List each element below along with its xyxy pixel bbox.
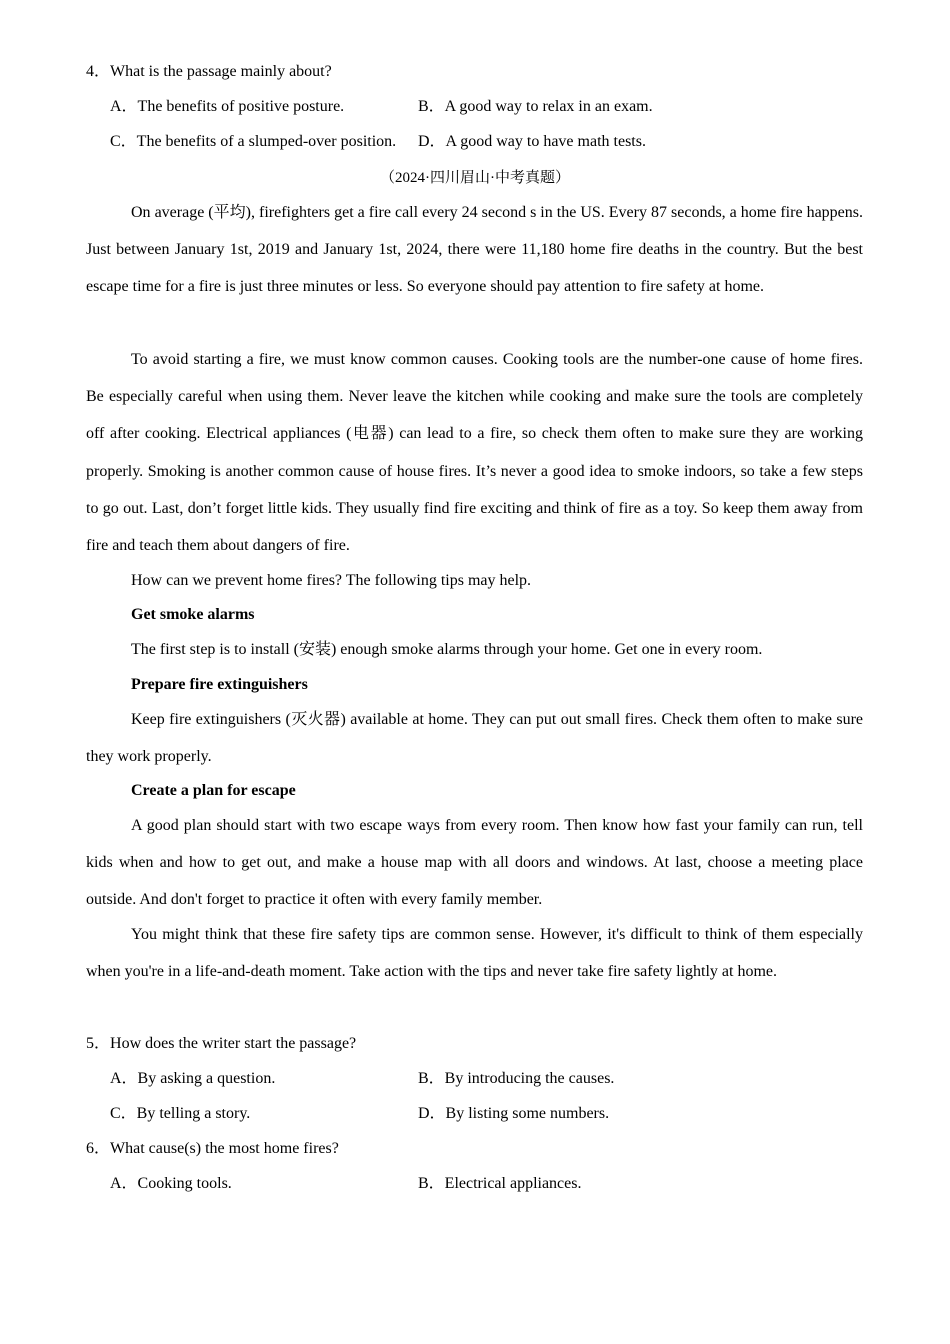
passage-paragraph-3: How can we prevent home fires? The following tips may help. bbox=[131, 572, 532, 589]
question-4 bbox=[86, 62, 332, 82]
question-5 bbox=[86, 1034, 356, 1054]
section-heading-fire-extinguishers: Prepare fire extinguishers bbox=[131, 676, 308, 693]
question-text: What is the passage mainly about? bbox=[110, 63, 332, 80]
passage-paragraph-7: You might think that these fire safety tips are common sense. However, it's difficult to think of them especially when you're in a life-and-death moment. Take action with the tips and never take fire safety lightly at home. bbox=[86, 926, 863, 981]
q4-option-b: B．A good way to relax in an exam. bbox=[418, 98, 653, 115]
question-6 bbox=[86, 1139, 339, 1159]
q5-option-a: A．By asking a question. bbox=[110, 1070, 276, 1087]
q4-option-a: A．The benefits of positive posture. bbox=[110, 98, 345, 115]
question-number: 4． bbox=[86, 63, 111, 80]
passage-paragraph-4: The first step is to install (安装) enough smoke alarms through your home. Get one in every room. bbox=[131, 641, 763, 658]
q6-option-a: A．Cooking tools. bbox=[110, 1175, 232, 1192]
question-text: How does the writer start the passage? bbox=[110, 1035, 357, 1052]
q4-option-d: D．A good way to have math tests. bbox=[418, 133, 646, 150]
passage-paragraph-6: A good plan should start with two escape ways from every room. Then know how fast your family can run, tell kids when and how to get out, and make a house map with all doors and windows. At last, choose a meeting place outside. And don't forget to practice it often with every family member. bbox=[86, 817, 863, 909]
q5-option-d: D．By listing some numbers. bbox=[418, 1105, 610, 1122]
q5-option-c: C．By telling a story. bbox=[110, 1105, 251, 1122]
question-text: What cause(s) the most home fires? bbox=[110, 1140, 339, 1157]
source-label: （2024·四川眉山·中考真题） bbox=[380, 170, 570, 186]
question-number: 5． bbox=[86, 1035, 111, 1052]
q6-option-b: B．Electrical appliances. bbox=[418, 1175, 582, 1192]
q4-option-c: C．The benefits of a slumped-over position. bbox=[110, 133, 397, 150]
question-number: 6． bbox=[86, 1140, 111, 1157]
section-heading-smoke-alarms: Get smoke alarms bbox=[131, 606, 255, 623]
passage-paragraph-1: On average (平均), firefighters get a fire call every 24 second s in the US. Every 87 seconds, a home fire happens. Just between January 1st, 2019 and January 1st, 2024, there were 11,180 home fire deaths in the country. But the best escape time for a fire is just three minutes or less. So everyone should pay attention to fire safety at home. bbox=[86, 204, 863, 296]
q5-option-b: B．By introducing the causes. bbox=[418, 1070, 615, 1087]
passage-paragraph-2: To avoid starting a fire, we must know common causes. Cooking tools are the number-one cause of home fires. Be especially careful when using them. Never leave the kitchen while cooking and make sure the tools are completely off after cooking. Electrical appliances (电器) can lead to a fire, so check them often to make sure they are working properly. Smoking is another common cause of house fires. It’s never a good idea to smoke indoors, so take a few steps to go out. Last, don’t forget little kids. They usually find fire exciting and think of fire as a toy. So keep them away from fire and teach them about dangers of fire. bbox=[86, 351, 863, 555]
section-heading-escape-plan: Create a plan for escape bbox=[131, 782, 296, 799]
passage-paragraph-5: Keep fire extinguishers (灭火器) available at home. They can put out small fires. Check them often to make sure they work properly. bbox=[86, 711, 863, 766]
